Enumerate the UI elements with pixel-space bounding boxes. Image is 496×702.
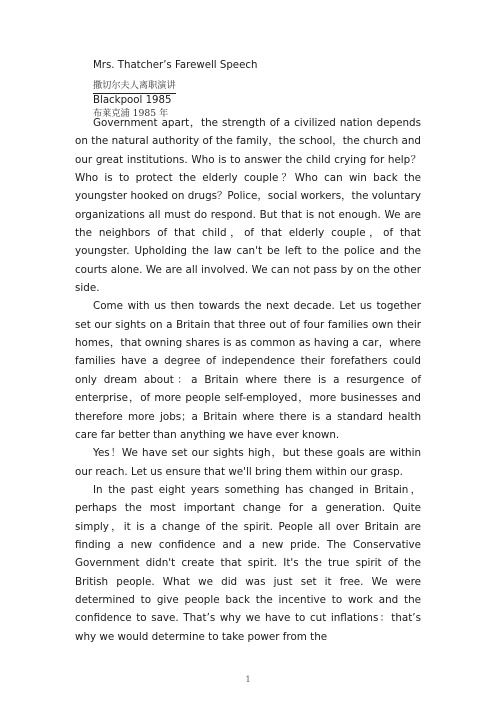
paragraph: Yes！We have set our sights high，but these goals are within our reach. Let us ensure that we'll bring them within our grasp. [75,447,421,478]
title-chinese: 撒切尔夫人离职演讲 [93,80,176,94]
place-english: Blackpool 1985 [93,94,172,106]
paragraph: Government apart，the strength of a civilized nation depends on the natural authority of the family，the school，the church and our great institutions. Who is to answer the child crying for help？Who is to protect the elderly couple？Who can win back the youngster hooked on drugs？Police，social workers，the voluntary organizations all must do respond. But that is not enough. We are the neighbors of that child，of that elderly couple，of that youngster. Upholding the law can't be left to the police and the courts alone. We are all involved. We can not pass by on the other side. [75,117,421,295]
speech-header [93,59,413,120]
title-english: Mrs. Thatcher’s Farewell Speech [93,60,258,71]
paragraph: Come with us then towards the next decade. Let us together set our sights on a Britain that three out of four families own their homes，that owning shares is as common as having a car，where families have a degree of independence their forefathers could only dream about：a Britain where there is a resurgence of enterprise，of more people self-employed，more businesses and therefore more jobs；a Britain where there is a standard health care far better than anything we have ever known. [75,300,421,441]
paragraph: In the past eight years something has changed in Britain，perhaps the most important change for a generation. Quite simply，it is a change of the spirit. People all over Britain are finding a new confidence and a new pride. The Conservative Government didn't create that spirit. It's the true spirit of the British people. What we did was just set it free. We were determined to give people back the incentive to work and the confidence to save. That’s why we have to cut inflations：that’s why we would determine to take power from the [75,483,421,643]
page-number: 1 [245,675,251,684]
place-chinese: 布莱克浦 1985 年 [93,107,169,119]
speech-body [75,114,421,646]
